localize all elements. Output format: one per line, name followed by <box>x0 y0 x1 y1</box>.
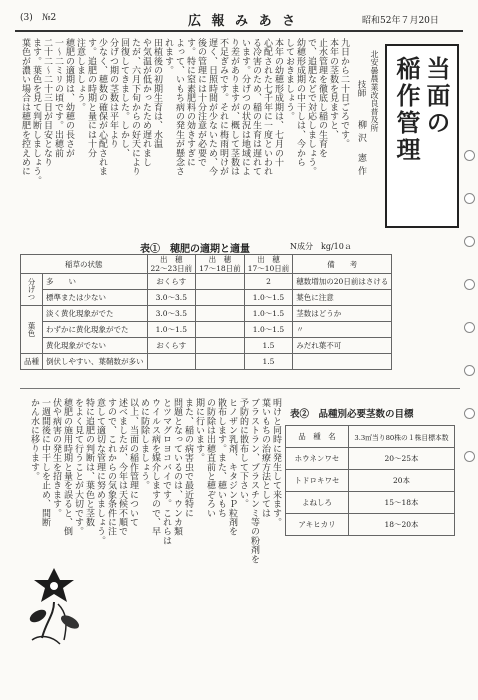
text-column: 幼穂形成期の中干しは、今から <box>295 38 305 167</box>
text-column: 明けと同時に発生して来ます。 <box>271 398 281 527</box>
text-column: ブラストラン、ブラスチンミ等の粉剤を <box>249 398 259 564</box>
table1-row <box>21 274 392 290</box>
table1-cell: 1.5 <box>244 338 293 354</box>
table1-row-label: 淡く黄化現象がでた <box>43 306 148 322</box>
text-column: います。分げつの状況は地域によ <box>240 38 250 176</box>
text-column: 心配された七千年に一度といわれ <box>262 38 272 176</box>
text-column: 遅く、日照時間が少ないため、今 <box>207 38 217 176</box>
title-line-1: 当面の <box>422 56 451 137</box>
text-column: 予防的に散布して下さい。 <box>238 398 248 509</box>
table2-target: 20〜25本 <box>349 448 455 470</box>
text-column: よって、いもち病の発生が懸念さ <box>174 38 184 176</box>
text-column: 散布します。また、穂いもち <box>216 398 226 518</box>
text-column: をよく見て行うことが大切です。 <box>73 398 83 536</box>
text-column: や気温が低かったため遅れまし <box>141 38 151 167</box>
text-column: り差がありますが、概して茎数は <box>229 38 239 176</box>
table2-caption: 表② 品種別必要茎数の目標 <box>290 409 414 420</box>
table1-cell: 1.0〜1.5 <box>244 306 293 322</box>
table1-unit: N成分 kg/10ａ <box>290 242 352 251</box>
text-column: 以上、当面の稲作管理について <box>128 398 138 527</box>
text-column: 不足ぎみです。それに梅雨明けが <box>218 38 228 176</box>
text-column: 後の管理には十分注意が必要で <box>196 38 206 167</box>
article-title-box <box>385 44 459 228</box>
table2-row <box>286 448 455 470</box>
text-column: 穂肥の適期は、幼穂の長さが <box>64 38 74 158</box>
text-column: 注意しましょう。 <box>75 38 85 112</box>
table2-row <box>286 514 455 536</box>
title-line-2: 稲作管理 <box>392 56 421 164</box>
table1-cell <box>196 338 245 354</box>
text-column: とツマグロヨコバイです。これらは <box>161 398 171 546</box>
text-column: 一〜二ミリの頃です。出穂前 <box>53 38 63 158</box>
table1-group-label: 品種 <box>21 354 43 370</box>
table1-cell <box>147 354 196 370</box>
table1-cell: 2 <box>244 274 293 290</box>
table1-row <box>21 322 392 338</box>
binder-hole <box>464 365 475 376</box>
table2-row <box>286 470 455 492</box>
text-column: 二十二〜二十三日が目安となり <box>42 38 52 167</box>
text-column: 本年の幼穂形成期は、七月の十 <box>273 38 283 167</box>
text-column: 一週間後に中干しを止め、間断 <box>40 398 50 527</box>
table2-variety: よねしろ <box>286 492 349 514</box>
binder-hole <box>464 451 475 462</box>
binder-hole <box>464 193 475 204</box>
text-column: しておきましょう。 <box>284 38 294 121</box>
table2-variety: トドロキワセ <box>286 470 349 492</box>
text-column: かん水に移ります。 <box>29 398 39 481</box>
table1-note: 茎数はどうか <box>293 306 392 322</box>
text-column: 意して適切な管理に努めましょう。 <box>95 398 105 546</box>
table1-cell: おくらす <box>147 274 196 290</box>
text-column: る冷害のため、稲の生育は遅れて <box>251 38 261 176</box>
text-column: で、追肥などで対応しましょう。 <box>306 38 316 176</box>
text-column: また、稲の病害虫で最近特に <box>183 398 193 518</box>
text-column: 述べましたが、今年は天候不順で <box>117 398 127 536</box>
table1-caption: 表① 穂肥の適期と適量 <box>140 244 250 255</box>
table1-header-c2-top: 出 穂 <box>208 255 232 264</box>
morning-glory-illustration <box>24 560 88 650</box>
text-column: の防除は出穂直前と穂ぞろい <box>205 398 215 518</box>
issue-date: 昭和52年７月20日 <box>362 16 439 26</box>
table1-header-c1-bottom: 22〜23日前 <box>150 264 193 273</box>
text-column: 穂肥の施用時期と量を誤ると、倒 <box>62 398 72 536</box>
header-rule <box>15 30 463 32</box>
table1-header-c2 <box>196 255 245 274</box>
table2-row <box>286 492 455 514</box>
mid-rule <box>20 388 460 389</box>
table1-header-c3-top: 出 穂 <box>257 255 280 264</box>
author-title: 技師 <box>356 80 366 98</box>
table1-row <box>21 354 392 370</box>
binder-hole <box>464 279 475 290</box>
table1-note: 穂数増加の20日前はさける <box>293 274 392 290</box>
text-column: 分げつ期の茎数は平年より <box>108 38 118 149</box>
author-affiliation: 北安曇農業改良普及所 <box>370 50 379 132</box>
table1-row <box>21 338 392 354</box>
text-column: たが、六月下旬からの好天により <box>130 38 140 176</box>
text-column: ヒノザン乳剤、キタジンＰ粒剤を <box>227 398 237 536</box>
table1-row-label: わずかに黄化現象がでた <box>43 322 148 338</box>
text-column: 葉いもちの治療方法としては <box>260 398 270 518</box>
table1-cell <box>196 306 245 322</box>
text-column: 特に追肥の判断は、葉色と茎数 <box>84 398 94 527</box>
table1-cell <box>196 290 245 306</box>
table1-note: 〃 <box>293 322 392 338</box>
table2-target: 18〜20本 <box>349 514 455 536</box>
text-column: す。特に窒素肥料の効きすぎに <box>185 38 195 167</box>
text-column: 九日から二十日ごろです。 <box>339 38 349 149</box>
text-column: ウイルス病を媒介しますので、早 <box>150 398 160 536</box>
table2-variety: アキヒカリ <box>286 514 349 536</box>
text-column: 田植後の初期生育は、水温 <box>152 38 162 149</box>
table2-target: 20本 <box>349 470 455 492</box>
table1-header-c3 <box>244 255 293 274</box>
table1-header-c2-bottom: 17〜18日前 <box>199 264 241 273</box>
binder-hole <box>464 236 475 247</box>
table1-cell: 1.0〜1.5 <box>244 322 293 338</box>
table1-note <box>293 354 392 370</box>
upper-text-block <box>20 38 350 228</box>
table2-variety: ホウネンワセ <box>286 448 349 470</box>
article-title <box>391 56 451 164</box>
table1-note: 葉色に注意 <box>293 290 392 306</box>
table1 <box>20 254 392 370</box>
text-column: 伏や病害の発生を招きます。 <box>51 398 61 518</box>
text-column: すので、これからの気象条件に注 <box>106 398 116 536</box>
paper-title: 広 報 み あ さ <box>188 14 299 29</box>
author-name: 柳沢 憲作 <box>356 120 366 179</box>
table1-cell: 3.0〜3.5 <box>147 306 196 322</box>
table1-header-c1 <box>147 255 196 274</box>
table1-cell: 3.0〜3.5 <box>147 290 196 306</box>
table1-cell: 1.0〜1.5 <box>147 322 196 338</box>
table2-header-target: 3.3㎡当り80株の１株目標本数 <box>349 426 455 448</box>
table1-row-label: 多 い <box>43 274 148 290</box>
table1-row-label: 倒伏しやすい、葉鞘数が多い <box>43 354 148 370</box>
table1-cell <box>196 274 245 290</box>
table2-header-variety: 品 種 名 <box>286 426 349 448</box>
lower-right-text-block <box>285 560 460 688</box>
table1-cell <box>196 322 245 338</box>
text-column: 回復してきました。しかし、 <box>119 38 129 158</box>
table1-group-label: 分げつ <box>21 274 43 306</box>
text-column: 葉色が濃い場合は穂肥を控えめに <box>20 38 30 176</box>
table2-target: 15〜18本 <box>349 492 455 514</box>
table1-row <box>21 290 392 306</box>
text-column: ます。葉色を見て判断しましょう。 <box>31 38 41 186</box>
table2 <box>285 425 455 536</box>
table1-cell <box>196 354 245 370</box>
page-number: (3) <box>20 13 33 23</box>
table1-header-c1-top: 出 穂 <box>160 255 183 264</box>
text-column: 止水管理を徹底し稲の生育を <box>317 38 327 158</box>
text-column: めに防除しましょう。 <box>139 398 149 490</box>
text-column: 本年の茎数を見ますと、 <box>328 38 338 140</box>
table1-cell: 1.0〜1.5 <box>244 290 293 306</box>
text-column: れます。 <box>163 38 173 75</box>
text-column: す。追肥の時期と量には十分 <box>86 38 96 158</box>
binder-hole <box>464 322 475 333</box>
binder-holes <box>464 150 475 494</box>
table1-header-growth: 稲草の状態 <box>21 255 148 274</box>
issue-number: №2 <box>42 13 57 23</box>
table1-cell: おくらす <box>147 338 196 354</box>
table1-cell: 1.5 <box>244 354 293 370</box>
table1-header-note: 備 考 <box>293 255 392 274</box>
text-column: 問題となっているのは、ウンカ類 <box>172 398 182 536</box>
table1-row-label: 標準または少ない <box>43 290 148 306</box>
binder-hole <box>464 150 475 161</box>
table1-header-c3-bottom: 17〜10日前 <box>247 264 290 273</box>
table1-row-label: 黄化現象がでない <box>43 338 148 354</box>
text-column: 期に行います。 <box>194 398 204 463</box>
table1-group-label: 葉色 <box>21 306 43 354</box>
table1-row <box>21 306 392 322</box>
text-column: 少なく、穂数の確保が心配されま <box>97 38 107 176</box>
table1-note: みだれ葉不可 <box>293 338 392 354</box>
binder-hole <box>464 408 475 419</box>
